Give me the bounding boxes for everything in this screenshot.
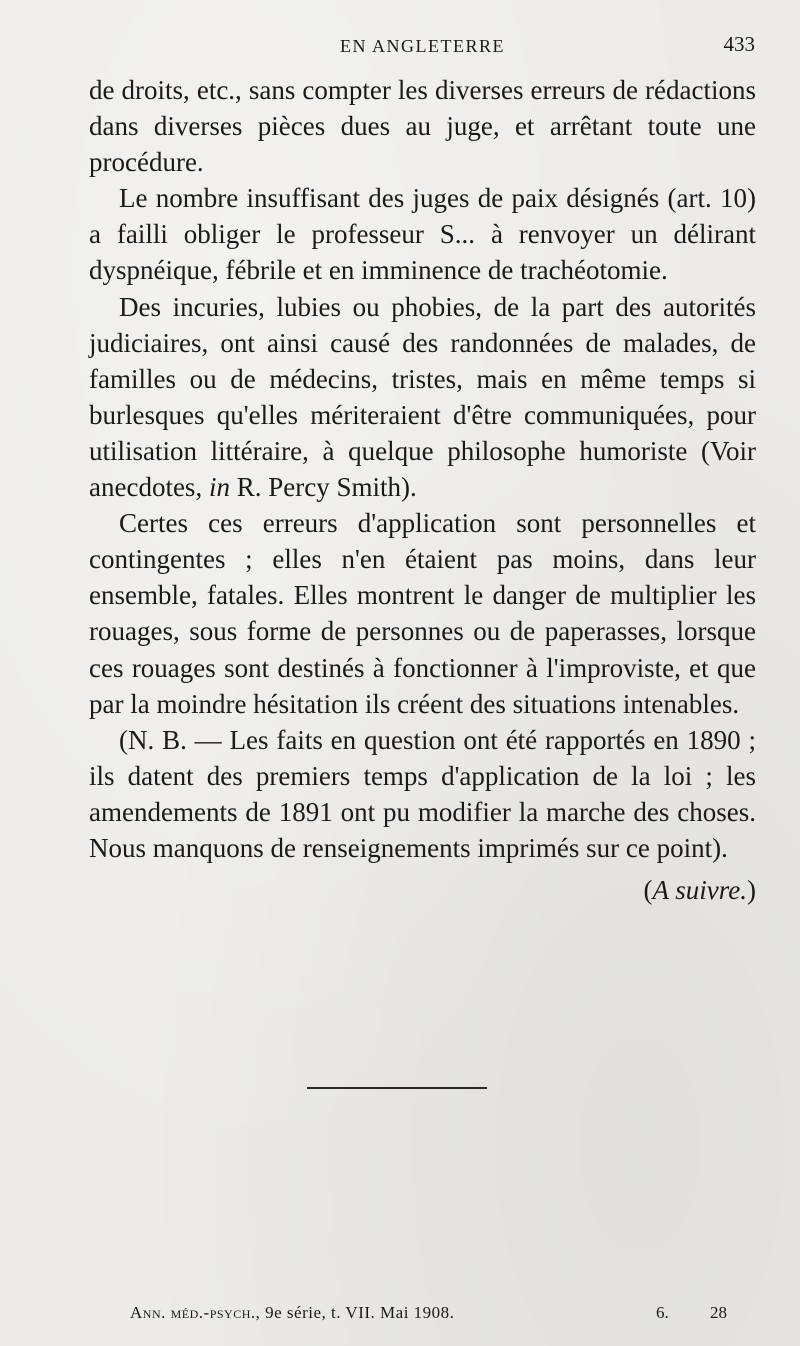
paragraph: Certes ces erreurs d'application sont personnelles et contingentes ; elles n'en étaient pas moins, dans leur ensemble, fatales. Elles montrent le danger de multiplier les rouages, sous forme de personnes ou de paperasses, lorsque ces rouages sont destinés à fonctionner à l'improviste, et que par la moindre hésitation ils créent des situations intenables. xyxy=(89,508,756,719)
paragraph xyxy=(89,289,756,506)
citation-in: in xyxy=(208,472,230,503)
continuation-close: ) xyxy=(747,875,756,906)
body-text xyxy=(89,72,756,908)
journal-details: , 9e série, t. VII. Mai 1908. xyxy=(255,1303,455,1322)
signature-mark: 6. xyxy=(656,1303,669,1322)
paragraph: de droits, etc., sans compter les diverses erreurs de rédactions dans diverses pièces dues au juge, et arrêtant toute une procédure. xyxy=(89,75,756,178)
journal-prefix: A xyxy=(130,1303,143,1322)
running-head: EN ANGLETERRE xyxy=(340,36,505,56)
continuation-open: ( xyxy=(643,875,653,906)
paragraph-text: Des incuries, lubies ou phobies, de la part des autorités judiciaires, ont ainsi causé des randonnées de malades, de familles ou de médecins, tristes, mais en même temps si burlesques qu'elles mériteraient d'être communiquées, pour utilisation littéraire, à quelque philosophe humoriste (Voir anecdotes, xyxy=(89,291,756,503)
journal-reference xyxy=(130,1303,454,1323)
citation-author: R. Percy Smith). xyxy=(229,472,417,503)
page-header xyxy=(90,32,755,62)
journal-abbr: nn. méd.-psych. xyxy=(142,1303,256,1322)
section-rule xyxy=(307,1087,487,1089)
continuation-note xyxy=(89,872,756,908)
page-number: 433 xyxy=(723,32,755,56)
signature-page: 28 xyxy=(710,1303,727,1322)
continuation-text: A suivre. xyxy=(652,875,747,906)
paragraph: (N. B. — Les faits en question ont été rapportés en 1890 ; ils datent des premiers temps d'application de la loi ; les amendements de 1891 ont pu modifier la marche des choses. Nous manquons de renseignements imprimés sur ce point). xyxy=(89,724,756,863)
paragraph: Le nombre insuffisant des juges de paix désignés (art. 10) a failli obliger le professeur S... à renvoyer un délirant dyspnéique, fébrile et en imminence de trachéotomie. xyxy=(89,183,756,286)
